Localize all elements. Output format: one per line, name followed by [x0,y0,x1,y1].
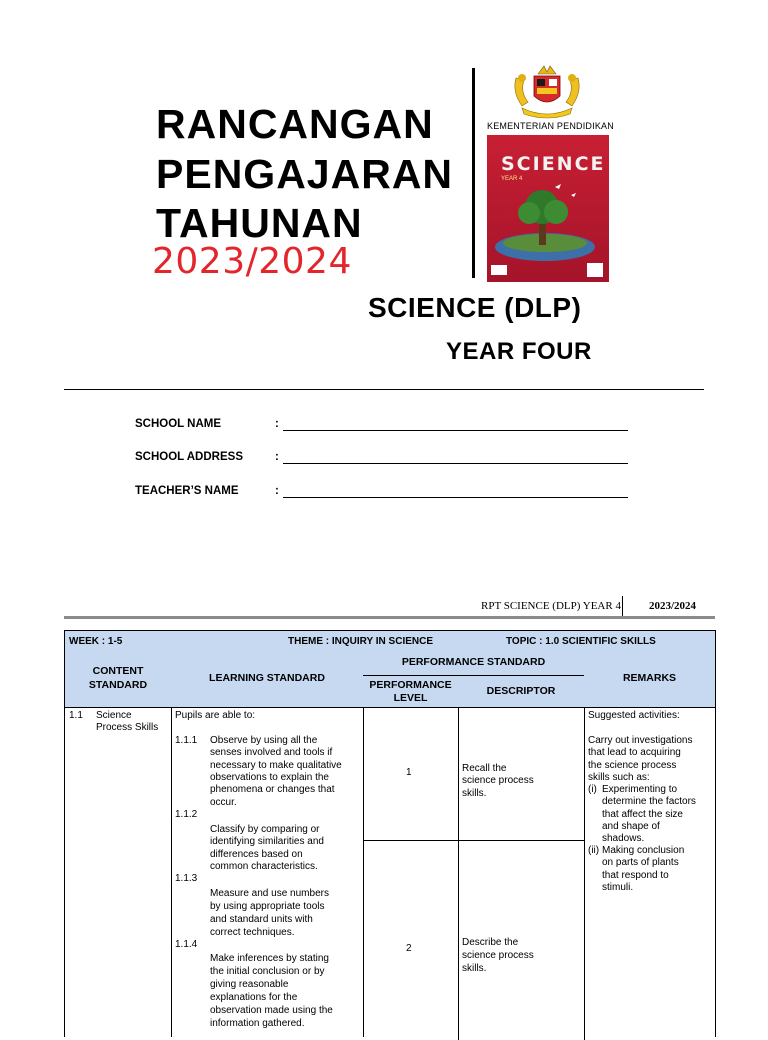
descriptor-line: Recall the [462,763,507,774]
ls-item-line: senses involved and tools if [210,747,333,758]
subject-title: SCIENCE (DLP) [368,292,582,323]
ls-item-number: 1.1.1 [175,735,198,746]
remarks-item-line: that affect the size [602,809,683,820]
learning-intro: Pupils are able to: [175,710,256,721]
remarks-header [584,651,716,708]
theme-cell [284,630,505,652]
learning-standard-cell [171,707,364,1037]
descriptor-header-text: DESCRIPTOR [486,684,556,697]
cover-rule [64,389,704,390]
ls-item-line: and standard units with [210,914,313,925]
topic-label: TOPIC : 1.0 SCIENTIFIC SKILLS [506,636,656,647]
descriptor-line: science process [462,950,534,961]
descriptor-cell [458,840,585,1040]
performance-standard-header-text: PERFORMANCE STANDARD [401,656,546,669]
descriptor-line: science process [462,775,534,786]
remarks-item-line: on parts of plants [602,857,679,868]
descriptor-line: skills. [462,963,487,974]
ls-item-line: identifying similarities and [210,836,324,847]
header-year: 2023/2024 [649,600,697,612]
ls-item-line: observation made using the [210,1005,333,1016]
performance-level-header [363,675,459,708]
performance-level-cell [363,840,459,1040]
descriptor-line: Describe the [462,937,519,948]
header-rule [64,616,715,619]
remarks-item-line: Making conclusion [602,845,685,856]
school-name-colon: : [275,418,279,430]
remarks-intro-line: skills such as: [588,772,650,783]
school-address-colon: : [275,451,279,463]
year-level: YEAR FOUR [446,338,592,365]
cover-title-line-1: RANCANGAN [156,101,434,147]
ls-item-line: information gathered. [210,1018,305,1029]
theme-label: THEME : INQUIRY IN SCIENCE [288,636,434,647]
school-address-field[interactable] [283,463,628,464]
ls-item-line: phenomena or changes that [210,784,335,795]
remarks-cell [584,707,716,1037]
performance-level-header-line-1: PERFORMANCE [369,678,452,691]
ls-item-number: 1.1.3 [175,873,198,884]
ls-item-line: Measure and use numbers [210,888,329,899]
teacher-name-field[interactable] [283,497,628,498]
ls-item-line: Classify by comparing or [210,824,320,835]
ls-item-line: correct techniques. [210,927,295,938]
remarks-item-line: that respond to [602,870,669,881]
performance-level-value: 1 [406,767,412,778]
ls-item-line: giving reasonable [210,979,289,990]
learning-standard-header [171,651,364,708]
descriptor-cell [458,707,585,841]
week-label: WEEK : 1-5 [69,636,123,647]
content-standard-line-1: Science [96,710,132,721]
ls-item-number: 1.1.2 [175,809,198,820]
content-standard-number: 1.1 [69,710,83,721]
cover-year-range: 2023/2024 [152,241,352,282]
textbook-cover-image [487,135,609,282]
school-name-label: SCHOOL NAME [135,418,222,430]
performance-standard-header [363,651,585,676]
content-standard-header-line-2: STANDARD [88,679,148,691]
ls-item-line: differences based on [210,849,303,860]
header-separator [622,596,623,616]
performance-level-cell [363,707,459,841]
cover-title-line-3: TAHUNAN [156,200,363,246]
ls-item-line: Observe by using all the [210,735,318,746]
remarks-item-marker: (i) [588,784,597,795]
remarks-intro-line: the science process [588,760,677,771]
descriptor-line: skills. [462,788,487,799]
ls-item-line: common characteristics. [210,861,318,872]
cover-title-line-2: PENGAJARAN [156,151,454,197]
ls-item-line: explanations for the [210,992,298,1003]
book-subtitle: YEAR 4 [501,176,523,182]
performance-level-value: 2 [406,943,412,954]
remarks-item-line: shadows. [602,833,645,844]
topic-cell [504,630,716,652]
ls-item-line: Make inferences by stating [210,953,329,964]
ls-item-line: necessary to make qualitative [210,760,342,771]
performance-level-header-line-2: LEVEL [393,691,428,704]
school-address-label: SCHOOL ADDRESS [135,451,243,463]
content-standard-header-line-1: CONTENT [92,665,144,678]
ls-item-line: occur. [210,797,237,808]
header-doc-title: RPT SCIENCE (DLP) YEAR 4 [481,600,621,612]
teacher-name-label: TEACHER’S NAME [135,485,239,497]
ministry-crest-icon [508,64,586,120]
learning-standard-header-text: LEARNING STANDARD [209,672,325,685]
remarks-item-line: Experimenting to [602,784,678,795]
ls-item-line: the initial conclusion or by [210,966,325,977]
content-standard-header [64,651,172,708]
vertical-divider [472,68,475,278]
week-cell [64,630,285,652]
remarks-heading: Suggested activities: [588,710,680,721]
ls-item-line: by using appropriate tools [210,901,325,912]
book-title: SCIENCE [501,153,606,175]
remarks-item-line: and shape of [602,821,660,832]
remarks-intro-line: that lead to acquiring [588,747,681,758]
remarks-item-marker: (ii) [588,845,600,856]
remarks-item-line: stimuli. [602,882,634,893]
content-standard-line-2: Process Skills [96,722,159,733]
school-name-field[interactable] [283,430,628,431]
ministry-label: KEMENTERIAN PENDIDIKAN [487,121,614,131]
ls-item-line: observations to explain the [210,772,329,783]
content-standard-cell [64,707,172,1037]
rpt-table [64,630,716,1030]
remarks-intro-line: Carry out investigations [588,735,693,746]
descriptor-header [458,675,585,708]
ls-item-number: 1.1.4 [175,939,198,950]
teacher-name-colon: : [275,485,279,497]
remarks-item-line: determine the factors [602,796,696,807]
remarks-header-text: REMARKS [622,672,677,685]
